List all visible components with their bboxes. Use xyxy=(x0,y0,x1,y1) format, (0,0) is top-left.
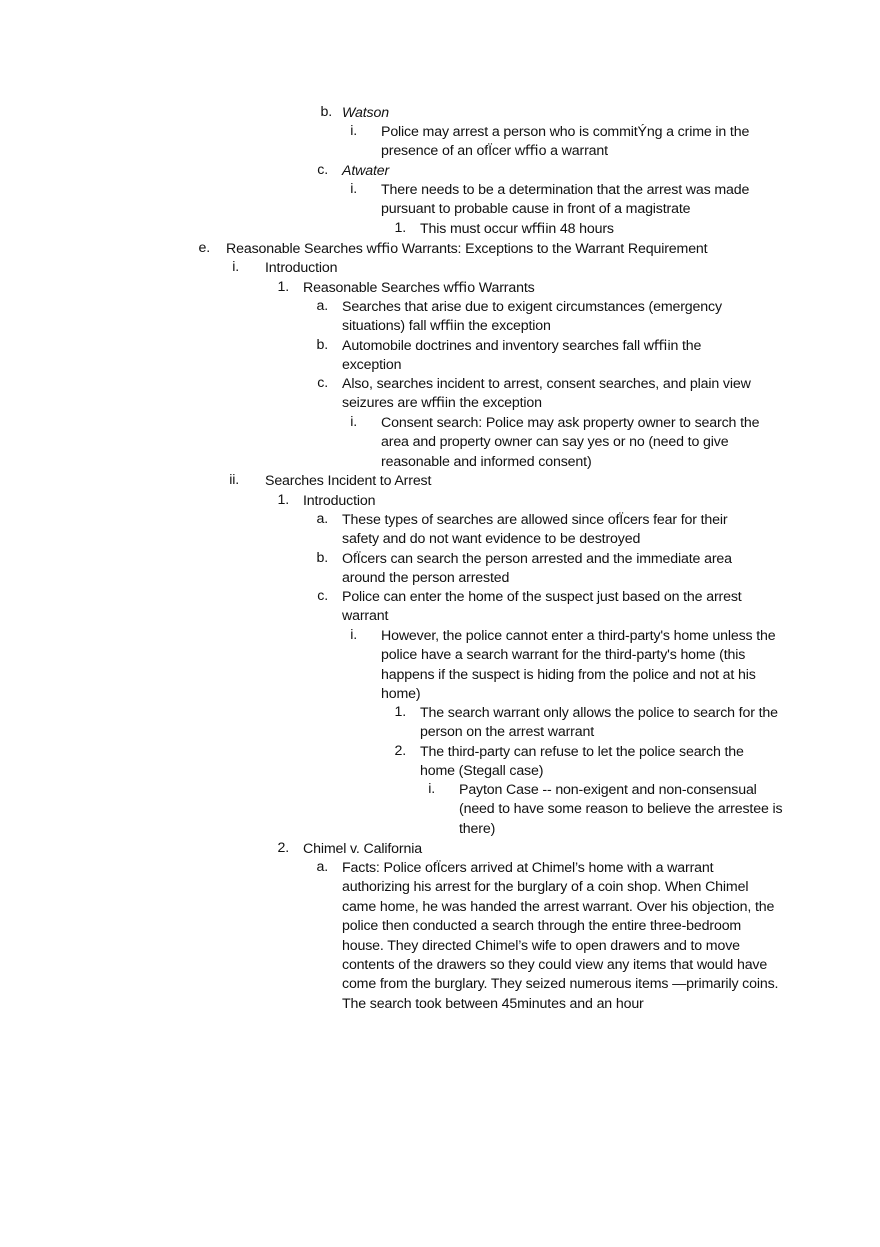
item-text: Facts: Police ofÏcers arrived at Chimel’s home with a warrant authorizing his arrest for the burglary of a coin shop. When Chimel came home, he was handed the arrest warrant. Over his objection, the police then conducted a search through the entire three-bedroom house. They directed Chimel’s wife to open drawers and to move contents of the drawers so they could view any items that would have come from the burglary. They seized numerous items —primarily coins. The search took between 45minutes and an hour xyxy=(342,860,779,1012)
item-marker: i. xyxy=(232,259,239,275)
case-heading-watson: Watson xyxy=(342,105,389,121)
item-marker: b. xyxy=(316,337,328,353)
item-text: Police may arrest a person who is commitÝng a crime in the presence of an ofÏcer wﬃo a warrant xyxy=(381,124,750,160)
item-marker: 1. xyxy=(277,492,289,508)
item-text: Introduction xyxy=(265,260,338,276)
item-marker: a. xyxy=(316,511,328,527)
item-text: Searches Incident to Arrest xyxy=(265,473,432,489)
item-marker: i. xyxy=(428,781,435,797)
item-text: The search warrant only allows the police to search for the person on the arrest warrant xyxy=(420,705,778,741)
case-heading-chimel: Chimel v. California xyxy=(303,841,422,857)
item-marker: 2. xyxy=(277,840,289,856)
item-text: Searches that arise due to exigent circumstances (emergency situations) fall wﬃin the exception xyxy=(342,299,722,335)
item-marker: b. xyxy=(316,550,328,566)
item-marker: ii. xyxy=(229,472,239,488)
item-marker: c. xyxy=(317,588,328,604)
item-marker: c. xyxy=(317,162,328,178)
item-text: Introduction xyxy=(303,493,376,509)
item-text: Reasonable Searches wﬃo Warrants xyxy=(303,280,535,296)
item-marker: 2. xyxy=(394,743,406,759)
item-text: OfÏcers can search the person arrested and the immediate area around the person arrested xyxy=(342,551,732,587)
item-marker: c. xyxy=(317,375,328,391)
case-heading-atwater: Atwater xyxy=(342,163,390,179)
item-marker: b. xyxy=(320,104,332,120)
item-text: This must occur wﬃin 48 hours xyxy=(420,221,614,237)
item-marker: i. xyxy=(350,181,357,197)
item-text: Automobile doctrines and inventory searches fall wﬃin the exception xyxy=(342,338,702,374)
item-marker: e. xyxy=(198,240,210,256)
item-text: However, the police cannot enter a third-party's home unless the police have a search warrant for the third-party's home (this happens if the suspect is hiding from the police and not at his home) xyxy=(381,628,776,703)
item-text: Payton Case -- non-exigent and non-consensual (need to have some reason to believe the arrestee is there) xyxy=(459,782,783,837)
item-text: Consent search: Police may ask property owner to search the area and property owner can say yes or no (need to give reasonable and informed consent) xyxy=(381,415,760,470)
item-marker: a. xyxy=(316,859,328,875)
item-marker: 1. xyxy=(277,279,289,295)
item-marker: 1. xyxy=(394,220,406,236)
item-marker: i. xyxy=(350,414,357,430)
item-marker: a. xyxy=(316,298,328,314)
item-text: There needs to be a determination that the arrest was made pursuant to probable cause in front of a magistrate xyxy=(381,182,750,218)
item-text: Police can enter the home of the suspect just based on the arrest warrant xyxy=(342,589,742,625)
item-marker: i. xyxy=(350,123,357,139)
item-text: Also, searches incident to arrest, consent searches, and plain view seizures are wﬃin the exception xyxy=(342,376,751,412)
section-heading: Reasonable Searches wﬃo Warrants: Exceptions to the Warrant Requirement xyxy=(226,241,708,257)
item-text: These types of searches are allowed since ofÏcers fear for their safety and do not want evidence to be destroyed xyxy=(342,512,728,548)
item-marker: 1. xyxy=(394,704,406,720)
item-marker: i. xyxy=(350,627,357,643)
item-text: The third-party can refuse to let the police search the home (Stegall case) xyxy=(420,744,744,780)
